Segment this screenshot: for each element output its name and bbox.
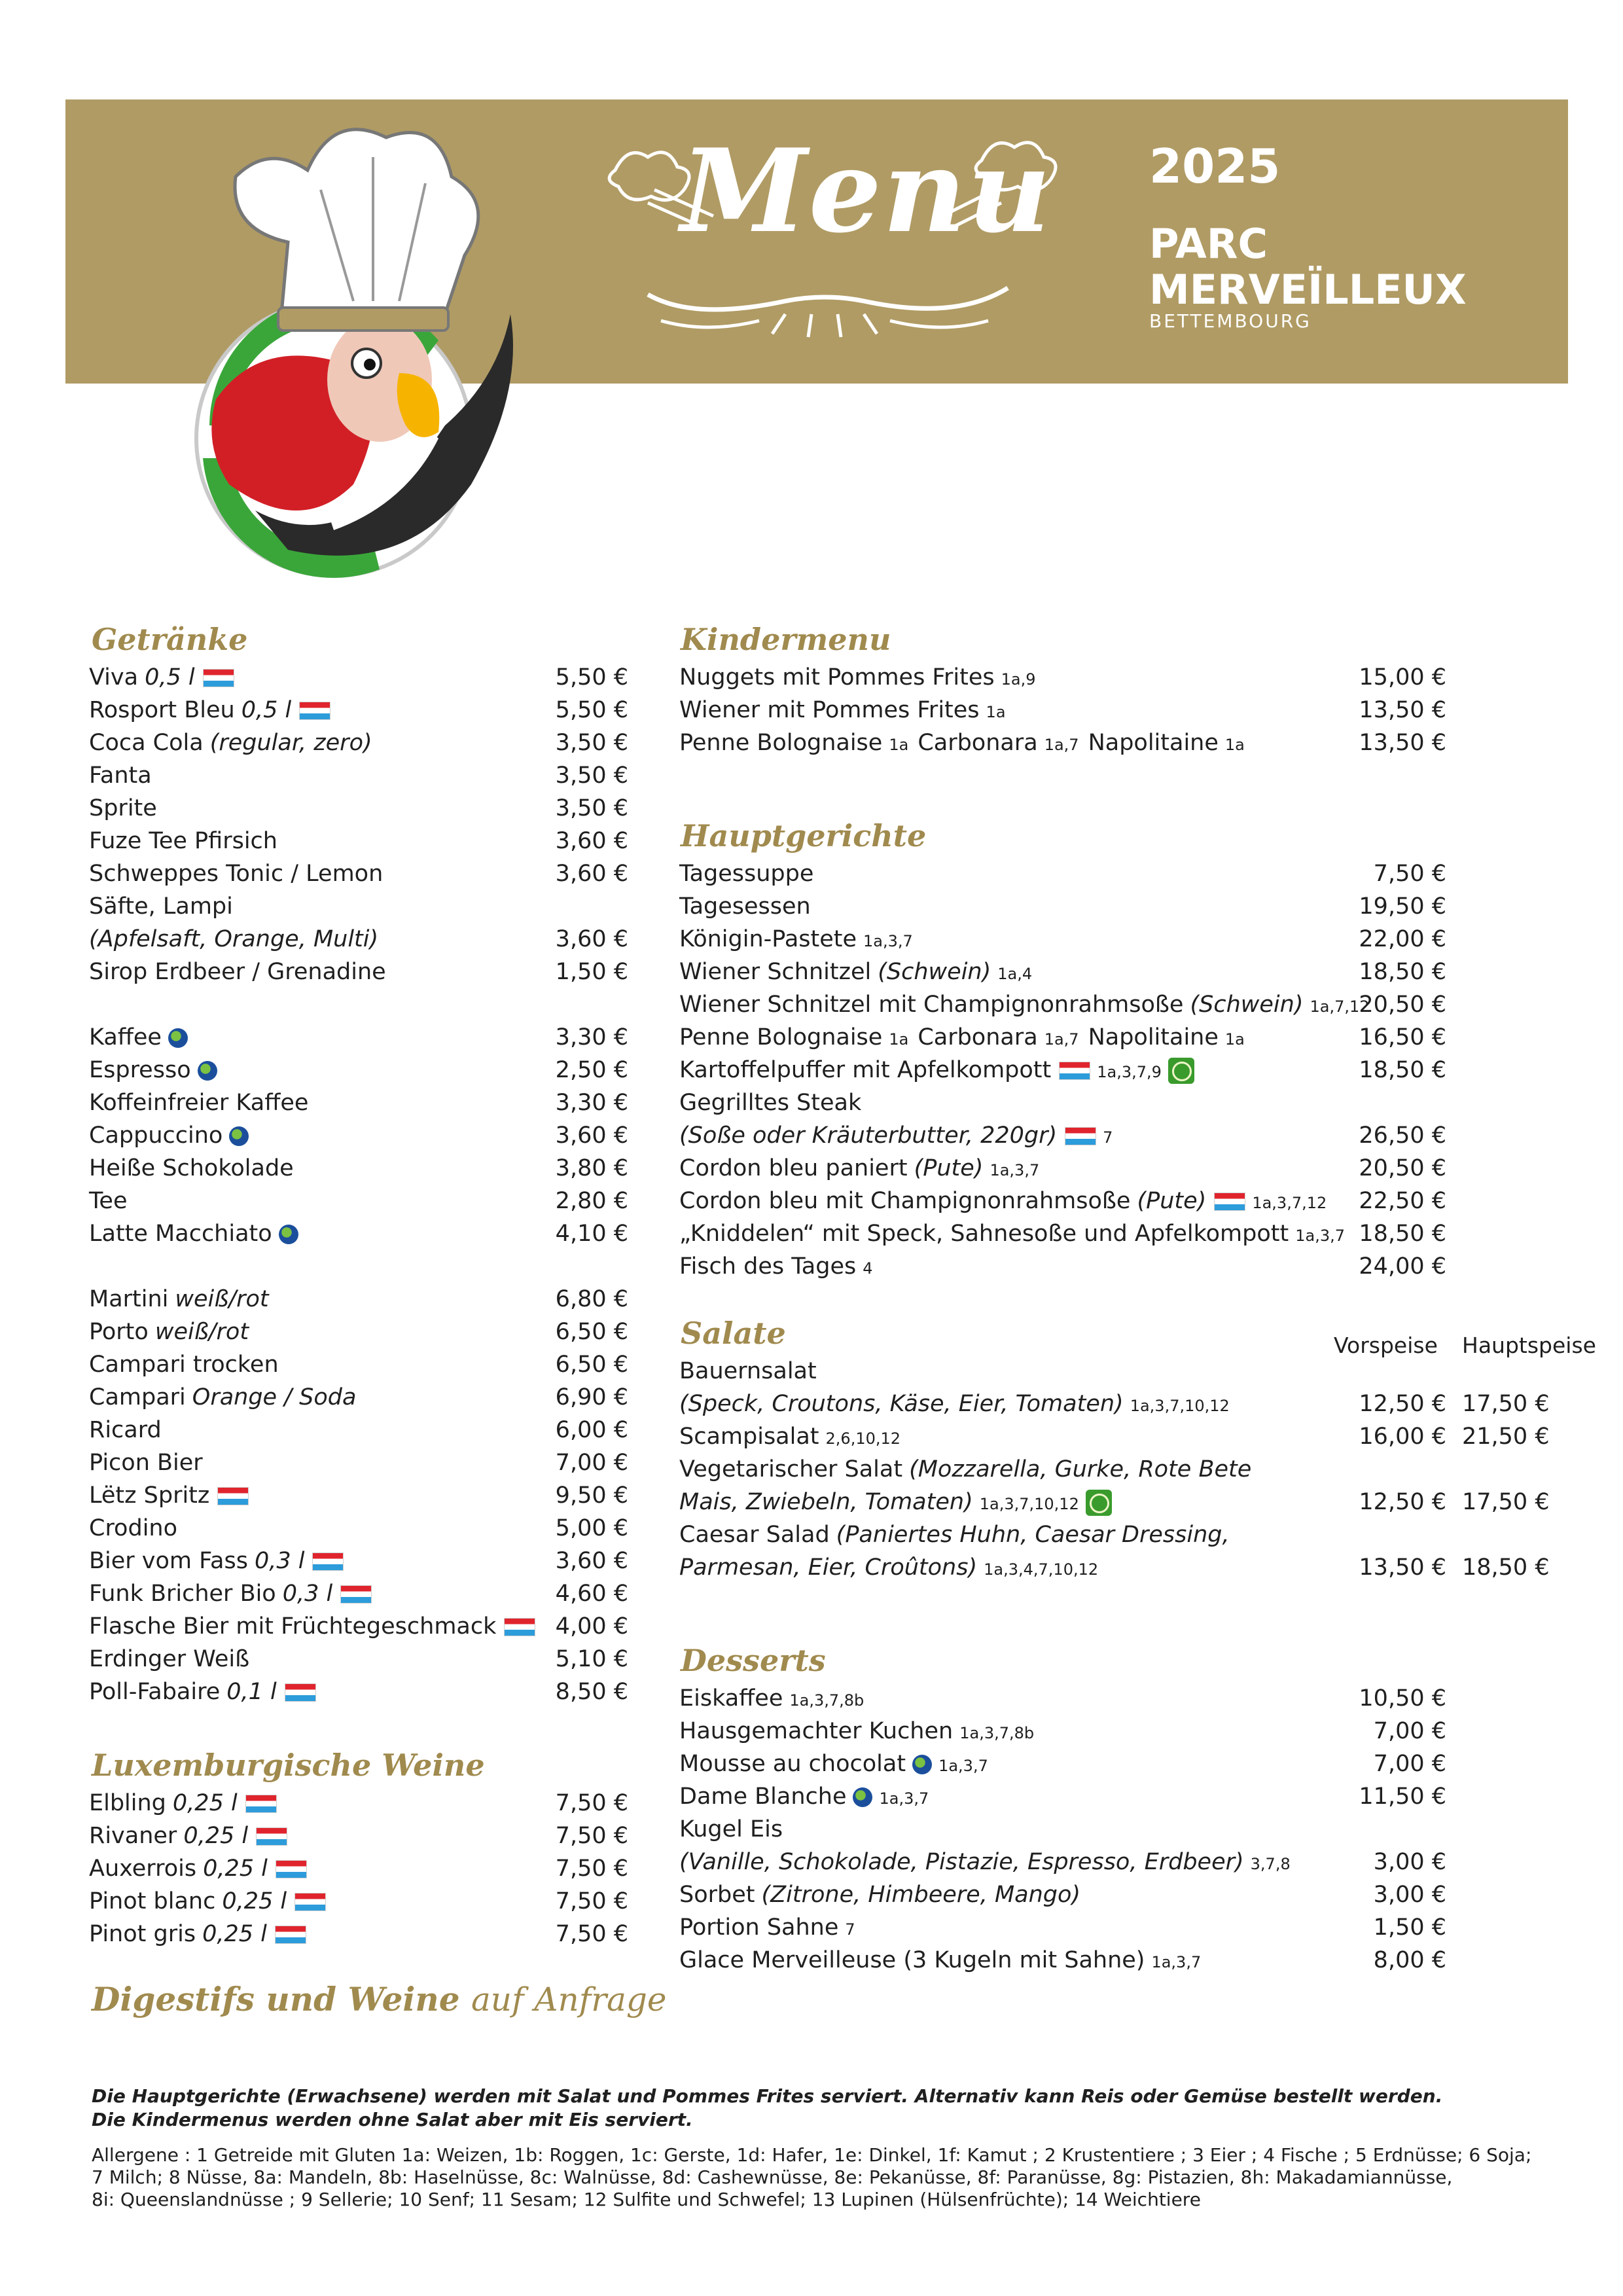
- allergen-codes: 1a,3,7,9: [1097, 1063, 1162, 1081]
- hauptgerichte-item: [679, 956, 1032, 988]
- park-location: BETTEMBOURG: [1149, 310, 1311, 332]
- getraenke-item: [89, 1545, 344, 1577]
- section-title-desserts: Desserts: [681, 1643, 826, 1678]
- item-name: Schweppes Tonic / Lemon: [89, 861, 383, 887]
- item-name: Wiener Schnitzel mit Champignonrahmsoße: [679, 992, 1184, 1018]
- item-price: 7,50 €: [555, 1888, 628, 1914]
- item-name: „Kniddelen“ mit Speck, Sahnesoße und Apfelkompott: [679, 1221, 1289, 1247]
- item-price: 26,50 €: [1359, 1122, 1446, 1149]
- item-price: 10,50 €: [1359, 1685, 1446, 1712]
- luxembourg-flag-icon: [1214, 1193, 1245, 1211]
- item-name: Poll-Fabaire: [89, 1679, 221, 1705]
- item-detail: (Schwein): [878, 959, 991, 985]
- vegetarian-icon: [1086, 1490, 1112, 1516]
- allergene-line1: Allergene : 1 Getreide mit Gluten 1a: Weizen, 1b: Roggen, 1c: Gerste, 1d: Hafer, 1e: Dinkel, 1f: Kamut ; 2 Krustentiere ; 3 Eier ; 4 Fische ; 5 Erdnüsse; 6 Soja;: [92, 2144, 1532, 2166]
- item-name: Vegetarischer Salat: [679, 1456, 903, 1482]
- allergen-codes: 1a,3,7,8b: [789, 1691, 865, 1710]
- item-detail: Orange / Soda: [192, 1384, 357, 1410]
- item-detail: (Zitrone, Himbeere, Mango): [761, 1882, 1081, 1908]
- item-price: 13,50 €: [1359, 697, 1446, 723]
- luxembourg-flag-icon: [256, 1827, 287, 1846]
- item-name: Cordon bleu paniert: [679, 1155, 908, 1181]
- luxembourg-flag-icon: [217, 1487, 249, 1505]
- item-detail: 0,5 l: [145, 664, 195, 691]
- item-price: 5,50 €: [555, 664, 628, 691]
- item-name: Hausgemachter Kuchen: [679, 1718, 954, 1744]
- desserts-item: [679, 1878, 1080, 1911]
- item-price: 7,50 €: [555, 1823, 628, 1849]
- hauptgerichte-item: [679, 1152, 1039, 1185]
- item-price: 3,30 €: [555, 1024, 628, 1050]
- item-price: 11,50 €: [1359, 1784, 1446, 1810]
- item-name: Königin-Pastete: [679, 926, 857, 952]
- hauptgerichte-item: [679, 1119, 1113, 1152]
- getraenke-item: [89, 1610, 535, 1643]
- weine-item: [89, 1918, 306, 1950]
- getraenke-item: [89, 1446, 203, 1479]
- kindermenu-item: [679, 694, 1006, 726]
- item-price: 7,50 €: [1373, 861, 1446, 887]
- item-name: Kugel Eis: [679, 1816, 783, 1842]
- allergen-codes: 1a,3,4,7,10,12: [984, 1560, 1099, 1579]
- item-name: Tagesessen: [679, 893, 811, 920]
- getraenke-item: [89, 1152, 294, 1185]
- price-hauptspeise: 17,50 €: [1462, 1391, 1550, 1417]
- item-price: 3,60 €: [555, 926, 628, 952]
- item-price: 6,50 €: [555, 1352, 628, 1378]
- item-detail: 0,25 l: [172, 1790, 238, 1816]
- getraenke-item: [89, 1479, 249, 1512]
- weine-item: [89, 1820, 287, 1852]
- item-name: Penne Bolognaise: [679, 730, 883, 756]
- item-price: 3,00 €: [1373, 1882, 1446, 1908]
- getraenke-item: [89, 956, 386, 988]
- item-price: 5,50 €: [555, 697, 628, 723]
- item-name-3: Napolitaine: [1088, 1024, 1219, 1050]
- allergen-codes: 1a,3,7: [863, 932, 913, 950]
- item-detail: 0,3 l: [282, 1581, 333, 1607]
- item-name: Koffeinfreier Kaffee: [89, 1090, 309, 1116]
- item-name: Parmesan, Eier, Croûtons): [679, 1554, 978, 1581]
- item-name: Sirop Erdbeer / Grenadine: [89, 959, 386, 985]
- hauptgerichte-item: [679, 923, 913, 956]
- allergen-codes: 1a,3,7: [1151, 1953, 1202, 1971]
- item-name: Porto: [89, 1319, 149, 1345]
- salate-row: [679, 1551, 1098, 1584]
- getraenke-item: [89, 923, 378, 956]
- getraenke-item: [89, 1283, 269, 1316]
- getraenke-item: [89, 792, 157, 825]
- item-name: Erdinger Weiß: [89, 1646, 250, 1672]
- item-name: Funk Bricher Bio: [89, 1581, 276, 1607]
- item-name-2: Carbonara: [918, 1024, 1038, 1050]
- allergen-codes: 2,6,10,12: [825, 1429, 901, 1448]
- item-price: 5,00 €: [555, 1515, 628, 1541]
- price-vorspeise: 16,00 €: [1359, 1424, 1446, 1450]
- item-name: Cordon bleu mit Champignonrahmsoße: [679, 1188, 1131, 1214]
- price-vorspeise: 12,50 €: [1359, 1391, 1446, 1417]
- item-price: 9,50 €: [555, 1482, 628, 1509]
- allergen-codes: 1a,3,7: [1295, 1227, 1346, 1245]
- item-name: Bauernsalat: [679, 1358, 817, 1384]
- park-name-line1: PARC: [1149, 220, 1268, 268]
- item-name: Säfte, Lampi: [89, 893, 233, 920]
- getraenke-item: [89, 1643, 249, 1676]
- item-name: Penne Bolognaise: [679, 1024, 883, 1050]
- luxembourg-flag-icon: [245, 1795, 277, 1813]
- section-title-kindermenu: Kindermenu: [681, 622, 891, 657]
- item-name: Tee: [89, 1188, 128, 1214]
- item-name: Kaffee: [89, 1024, 162, 1050]
- luxembourg-flag-icon: [1065, 1127, 1096, 1145]
- getraenke-item: [89, 661, 234, 694]
- allergen-codes: 1a,3,7,8b: [959, 1724, 1035, 1742]
- item-price: 20,50 €: [1359, 1155, 1446, 1181]
- allergen-codes: 1a,3,7,12: [1252, 1194, 1327, 1212]
- item-price: 4,60 €: [555, 1581, 628, 1607]
- item-name: Gegrilltes Steak: [679, 1090, 862, 1116]
- allergen-codes: 1a: [1224, 1030, 1245, 1049]
- allergen-codes: 1a: [1224, 736, 1245, 754]
- getraenke-item: [89, 1381, 356, 1414]
- allergen-codes: 1a,7: [1044, 736, 1079, 754]
- desserts-item: [679, 1911, 855, 1944]
- footer-note-main: Die Hauptgerichte (Erwachsene) werden mit Salat und Pommes Frites serviert. Alternativ kann Reis oder Gemüse bestellt werden.: [92, 2085, 1443, 2107]
- item-detail: weiß/rot: [175, 1286, 269, 1312]
- getraenke-item: [89, 1021, 188, 1054]
- item-detail: (Apfelsaft, Orange, Multi): [89, 926, 379, 952]
- getraenke-item: [89, 1316, 249, 1348]
- item-name: Rivaner: [89, 1823, 177, 1849]
- item-name: Rosport Bleu: [89, 697, 235, 723]
- item-detail: (Pute): [1137, 1188, 1207, 1214]
- getraenke-item: [89, 726, 372, 759]
- item-price: 7,00 €: [1373, 1751, 1446, 1777]
- allergen-codes: 1a,7,12: [1310, 997, 1370, 1016]
- salate-row: [679, 1453, 1251, 1486]
- item-detail: (Paniertes Huhn, Caesar Dressing,: [836, 1522, 1230, 1548]
- getraenke-item: [89, 890, 233, 923]
- hauptgerichte-item: [679, 890, 811, 923]
- item-detail: 0,5 l: [241, 697, 292, 723]
- item-name: Crodino: [89, 1515, 178, 1541]
- allergen-codes: 7: [845, 1920, 855, 1939]
- fairtrade-icon: [279, 1225, 298, 1244]
- hauptgerichte-item: [679, 857, 813, 890]
- getraenke-item: [89, 1185, 128, 1217]
- item-detail: (regular, zero): [209, 730, 372, 756]
- hauptgerichte-item: [679, 1185, 1327, 1217]
- item-detail: (Pute): [914, 1155, 984, 1181]
- getraenke-item: [89, 1414, 162, 1446]
- allergen-codes: 1a: [889, 736, 909, 754]
- item-name: Nuggets mit Pommes Frites: [679, 664, 995, 691]
- getraenke-item: [89, 1054, 217, 1086]
- getraenke-item: [89, 1577, 372, 1610]
- section-title-hauptgerichte: Hauptgerichte: [681, 818, 927, 853]
- hauptgerichte-item: [679, 1021, 1245, 1054]
- allergen-codes: 1a: [986, 703, 1006, 721]
- price-hauptspeise: 18,50 €: [1462, 1554, 1550, 1581]
- item-name: Sprite: [89, 795, 157, 821]
- item-price: 7,50 €: [555, 1921, 628, 1947]
- weine-item: [89, 1852, 307, 1885]
- item-price: 18,50 €: [1359, 1221, 1446, 1247]
- fairtrade-icon: [853, 1787, 872, 1807]
- item-name: Wiener Schnitzel: [679, 959, 872, 985]
- salate-row: [679, 1486, 1112, 1518]
- item-price: 22,00 €: [1359, 926, 1446, 952]
- salate-row: [679, 1518, 1230, 1551]
- desserts-item: [679, 1748, 988, 1780]
- item-price: 3,30 €: [555, 1090, 628, 1116]
- allergene-line2: 7 Milch; 8 Nüsse, 8a: Mandeln, 8b: Haselnüsse, 8c: Walnüsse, 8d: Cashewnüsse, 8e: Pekanüsse, 8f: Paranüsse, 8g: Pistazien, 8h: Makadamiannüsse,: [92, 2166, 1453, 2188]
- section-title-weine: Luxemburgische Weine: [92, 1748, 485, 1783]
- fairtrade-icon: [229, 1126, 249, 1146]
- item-detail: (Soße oder Kräuterbutter, 220gr): [679, 1122, 1058, 1149]
- allergen-codes: 1a,3,7,10,12: [1130, 1397, 1230, 1415]
- salate-row: [679, 1388, 1230, 1420]
- item-name: Espresso: [89, 1057, 191, 1083]
- getraenke-item: [89, 694, 330, 726]
- item-name: Lëtz Spritz: [89, 1482, 210, 1509]
- item-price: 4,00 €: [555, 1613, 628, 1640]
- item-price: 22,50 €: [1359, 1188, 1446, 1214]
- item-price: 3,60 €: [555, 1548, 628, 1574]
- item-price: 3,50 €: [555, 795, 628, 821]
- getraenke-item: [89, 825, 277, 857]
- item-price: 1,50 €: [555, 959, 628, 985]
- allergen-codes: 1a,3,7: [879, 1789, 929, 1808]
- hauptgerichte-item: [679, 1250, 873, 1283]
- item-name: Coca Cola: [89, 730, 204, 756]
- getraenke-item: [89, 1217, 298, 1250]
- item-price: 3,80 €: [555, 1155, 628, 1181]
- item-name: Eiskaffee: [679, 1685, 783, 1712]
- allergen-codes: 1a,3,7: [990, 1161, 1040, 1179]
- item-price: 7,00 €: [555, 1450, 628, 1476]
- item-price: 13,50 €: [1359, 730, 1446, 756]
- item-name: Heiße Schokolade: [89, 1155, 294, 1181]
- item-detail: 0,25 l: [203, 1856, 268, 1882]
- weine-item: [89, 1885, 326, 1918]
- item-name: Elbling: [89, 1790, 166, 1816]
- item-name: Caesar Salad: [679, 1522, 830, 1548]
- item-price: 3,60 €: [555, 861, 628, 887]
- allergen-codes: 1a,4: [997, 965, 1033, 983]
- weine-item: [89, 1787, 277, 1820]
- getraenke-item: [89, 759, 152, 792]
- item-name: Viva: [89, 664, 139, 691]
- item-name: Scampisalat: [679, 1424, 819, 1450]
- hauptgerichte-item: [679, 1054, 1194, 1086]
- item-name: Glace Merveilleuse (3 Kugeln mit Sahne): [679, 1947, 1145, 1973]
- desserts-item: [679, 1682, 864, 1715]
- allergen-codes: 1a,3,7,10,12: [979, 1495, 1079, 1513]
- allergene-line3: 8i: Queenslandnüsse ; 9 Sellerie; 10 Senf; 11 Sesam; 12 Sulfite und Schwefel; 13 Lupinen (Hülsenfrüchte); 14 Weichtiere: [92, 2189, 1201, 2210]
- digestifs-note-rest: auf Anfrage: [471, 1981, 667, 2018]
- digestifs-note: [92, 1980, 667, 2018]
- item-detail: 0,25 l: [202, 1921, 267, 1947]
- salate-column-vorspeise: Vorspeise: [1334, 1333, 1438, 1358]
- vegetarian-icon: [1168, 1058, 1194, 1084]
- allergen-codes: 1a: [889, 1030, 909, 1049]
- item-name: Martini: [89, 1286, 169, 1312]
- menu-title: Menu: [681, 124, 1052, 259]
- parrot-chef-logo: [157, 118, 550, 589]
- item-name: Fuze Tee Pfirsich: [89, 828, 277, 854]
- item-price: 3,60 €: [555, 1122, 628, 1149]
- item-name: (Speck, Croutons, Käse, Eier, Tomaten): [679, 1391, 1124, 1417]
- price-vorspeise: 12,50 €: [1359, 1489, 1446, 1515]
- luxembourg-flag-icon: [276, 1860, 307, 1878]
- luxembourg-flag-icon: [294, 1893, 326, 1911]
- getraenke-item: [89, 1512, 177, 1545]
- item-name: Ricard: [89, 1417, 162, 1443]
- luxembourg-flag-icon: [285, 1683, 316, 1702]
- item-name: Pinot gris: [89, 1921, 196, 1947]
- item-name: Cappuccino: [89, 1122, 223, 1149]
- item-name: Dame Blanche: [679, 1784, 847, 1810]
- item-price: 2,80 €: [555, 1188, 628, 1214]
- item-name: Picon Bier: [89, 1450, 203, 1476]
- item-name: Fisch des Tages: [679, 1253, 857, 1280]
- desserts-item: [679, 1780, 929, 1813]
- getraenke-item: [89, 1086, 308, 1119]
- luxembourg-flag-icon: [299, 702, 330, 720]
- footer-note-kinder: Die Kindermenus werden ohne Salat aber mit Eis serviert.: [92, 2109, 693, 2130]
- item-detail: (Vanille, Schokolade, Pistazie, Espresso, Erdbeer): [679, 1849, 1244, 1875]
- park-name: [1149, 221, 1467, 313]
- getraenke-item: [89, 1676, 316, 1708]
- luxembourg-flag-icon: [1059, 1062, 1090, 1080]
- item-price: 7,50 €: [555, 1790, 628, 1816]
- desserts-item: [679, 1813, 783, 1846]
- item-detail: 0,25 l: [183, 1823, 249, 1849]
- menu-year: 2025: [1149, 139, 1281, 194]
- fairtrade-icon: [912, 1755, 932, 1774]
- item-price: 6,80 €: [555, 1286, 628, 1312]
- item-detail: weiß/rot: [154, 1319, 249, 1345]
- luxembourg-flag-icon: [340, 1585, 372, 1604]
- item-price: 3,50 €: [555, 762, 628, 789]
- item-detail: (Mozzarella, Gurke, Rote Bete: [909, 1456, 1252, 1482]
- hauptgerichte-item: [679, 1217, 1345, 1250]
- hauptgerichte-item: [679, 988, 1370, 1021]
- desserts-item: [679, 1846, 1291, 1878]
- item-price: 19,50 €: [1359, 893, 1446, 920]
- item-name-3: Napolitaine: [1088, 730, 1219, 756]
- item-price: 7,50 €: [555, 1856, 628, 1882]
- desserts-item: [679, 1715, 1034, 1748]
- park-name-line2: MERVEÏLLEUX: [1149, 266, 1467, 314]
- digestifs-note-bold: Digestifs und Weine: [92, 1980, 460, 2018]
- item-name: Sorbet: [679, 1882, 755, 1908]
- allergen-codes: 7: [1103, 1128, 1113, 1147]
- salate-column-hauptspeise: Hauptspeise: [1462, 1333, 1596, 1358]
- item-name: Campari: [89, 1384, 186, 1410]
- salate-row: [679, 1420, 901, 1453]
- item-price: 15,00 €: [1359, 664, 1446, 691]
- item-price: 1,50 €: [1373, 1914, 1446, 1941]
- item-name: Latte Macchiato: [89, 1221, 272, 1247]
- item-price: 8,00 €: [1373, 1947, 1446, 1973]
- item-detail: 0,3 l: [254, 1548, 305, 1574]
- item-price: 6,50 €: [555, 1319, 628, 1345]
- item-price: 2,50 €: [555, 1057, 628, 1083]
- item-name: Campari trocken: [89, 1352, 279, 1378]
- item-price: 16,50 €: [1359, 1024, 1446, 1050]
- allergen-codes: 1a,9: [1001, 670, 1036, 689]
- luxembourg-flag-icon: [203, 669, 234, 687]
- getraenke-item: [89, 1348, 279, 1381]
- item-name: Fanta: [89, 762, 152, 789]
- item-price: 5,10 €: [555, 1646, 628, 1672]
- item-price: 4,10 €: [555, 1221, 628, 1247]
- hauptgerichte-item: [679, 1086, 861, 1119]
- item-name: Pinot blanc: [89, 1888, 216, 1914]
- price-hauptspeise: 21,50 €: [1462, 1424, 1550, 1450]
- salate-row: [679, 1355, 817, 1388]
- item-detail: 0,25 l: [222, 1888, 287, 1914]
- kindermenu-item: [679, 661, 1036, 694]
- item-name: Bier vom Fass: [89, 1548, 248, 1574]
- section-title-salate: Salate: [681, 1316, 786, 1351]
- item-price: 7,00 €: [1373, 1718, 1446, 1744]
- fairtrade-icon: [198, 1061, 217, 1081]
- fairtrade-icon: [168, 1028, 188, 1048]
- allergen-codes: 3,7,8: [1250, 1855, 1291, 1873]
- item-price: 20,50 €: [1359, 992, 1446, 1018]
- section-title-getraenke: Getränke: [92, 622, 248, 657]
- allergen-codes: 1a,7: [1044, 1030, 1079, 1049]
- item-name: Flasche Bier mit Früchtegeschmack: [89, 1613, 497, 1640]
- item-name: Kartoffelpuffer mit Apfelkompott: [679, 1057, 1052, 1083]
- item-name: Tagessuppe: [679, 861, 814, 887]
- item-name: Wiener mit Pommes Frites: [679, 697, 980, 723]
- allergen-codes: 1a,3,7: [938, 1757, 988, 1775]
- getraenke-item: [89, 857, 383, 890]
- luxembourg-flag-icon: [275, 1926, 306, 1944]
- price-vorspeise: 13,50 €: [1359, 1554, 1446, 1581]
- item-price: 6,90 €: [555, 1384, 628, 1410]
- item-detail: (Schwein): [1190, 992, 1304, 1018]
- item-price: 8,50 €: [555, 1679, 628, 1705]
- item-detail: 0,1 l: [226, 1679, 277, 1705]
- allergen-codes: 4: [863, 1259, 873, 1278]
- item-name: Auxerrois: [89, 1856, 197, 1882]
- price-hauptspeise: 17,50 €: [1462, 1489, 1550, 1515]
- luxembourg-flag-icon: [312, 1552, 344, 1571]
- item-name: Portion Sahne: [679, 1914, 839, 1941]
- kindermenu-item: [679, 726, 1245, 759]
- item-price: 18,50 €: [1359, 1057, 1446, 1083]
- item-price: 18,50 €: [1359, 959, 1446, 985]
- item-name: Mousse au chocolat: [679, 1751, 906, 1777]
- item-price: 3,00 €: [1373, 1849, 1446, 1875]
- item-name: Mais, Zwiebeln, Tomaten): [679, 1489, 973, 1515]
- getraenke-item: [89, 1119, 249, 1152]
- desserts-item: [679, 1944, 1201, 1977]
- item-price: 6,00 €: [555, 1417, 628, 1443]
- item-price: 3,50 €: [555, 730, 628, 756]
- item-name-2: Carbonara: [918, 730, 1038, 756]
- item-price: 24,00 €: [1359, 1253, 1446, 1280]
- item-price: 3,60 €: [555, 828, 628, 854]
